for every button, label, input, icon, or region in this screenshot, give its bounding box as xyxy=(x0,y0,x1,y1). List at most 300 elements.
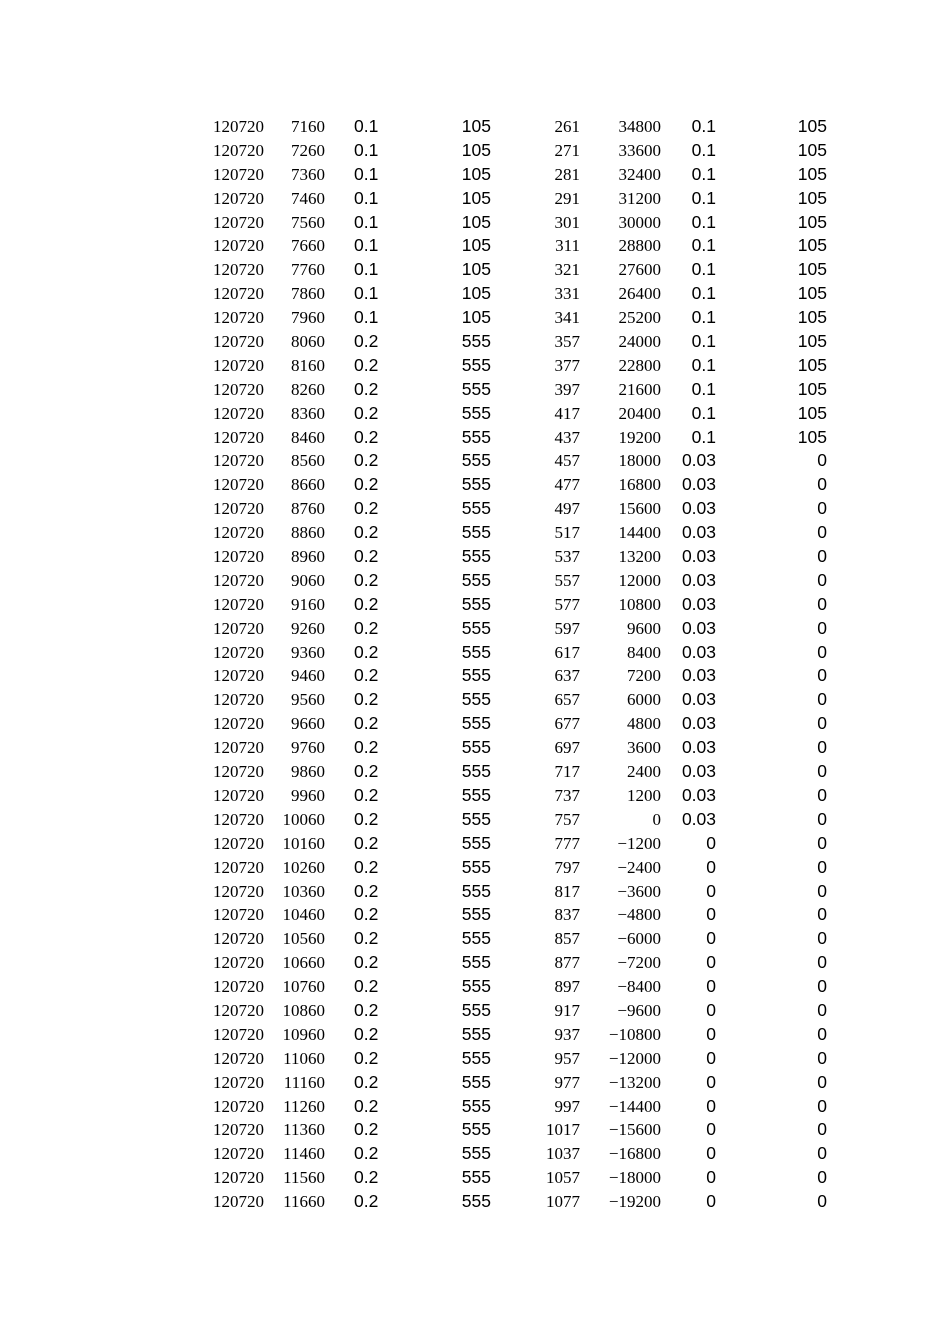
table-cell-col-factor-a: 0.2 xyxy=(354,1143,379,1164)
table-cell-col-factor-a: 0.2 xyxy=(354,522,379,543)
table-cell-col-factor-a: 0.1 xyxy=(354,211,379,232)
table-cell-col-index: 397 xyxy=(554,379,580,399)
table-row xyxy=(0,593,950,617)
table-cell-col-value-a: 105 xyxy=(461,259,491,280)
table-cell-col-factor-b: 0.1 xyxy=(691,307,716,328)
table-cell-col-position: 7960 xyxy=(291,308,325,328)
table-cell-col-index: 291 xyxy=(554,188,580,208)
table-cell-col-index: 837 xyxy=(554,905,580,925)
table-cell-col-value-a: 105 xyxy=(461,187,491,208)
table-cell-col-id: 120720 xyxy=(213,857,264,877)
table-cell-col-id: 120720 xyxy=(213,547,264,567)
table-cell-col-factor-b: 0.1 xyxy=(691,402,716,423)
table-cell-col-value-a: 555 xyxy=(461,689,491,710)
table-cell-col-factor-b: 0.1 xyxy=(691,331,716,352)
table-cell-col-offset: 9600 xyxy=(627,618,661,638)
table-cell-col-value-a: 555 xyxy=(461,402,491,423)
table-cell-col-index: 311 xyxy=(555,236,580,256)
table-cell-col-factor-b: 0.03 xyxy=(681,689,716,710)
table-cell-col-factor-b: 0.1 xyxy=(691,378,716,399)
table-cell-col-offset: 32400 xyxy=(618,164,661,184)
table-cell-col-id: 120720 xyxy=(213,785,264,805)
table-cell-col-factor-a: 0.2 xyxy=(354,904,379,925)
table-cell-col-value-b: 105 xyxy=(797,211,827,232)
table-cell-col-factor-a: 0.2 xyxy=(354,378,379,399)
table-cell-col-factor-a: 0.2 xyxy=(354,426,379,447)
table-cell-col-factor-b: 0.1 xyxy=(691,116,716,136)
table-cell-col-index: 331 xyxy=(554,284,580,304)
table-cell-col-value-b: 0 xyxy=(817,832,827,853)
table-cell-col-index: 997 xyxy=(554,1096,580,1116)
table-cell-col-offset: 7200 xyxy=(627,666,661,686)
table-cell-col-value-b: 0 xyxy=(817,617,827,638)
table-cell-col-value-a: 555 xyxy=(461,522,491,543)
table-cell-col-index: 897 xyxy=(554,977,580,997)
table-cell-col-index: 1077 xyxy=(546,1192,580,1212)
table-cell-col-index: 757 xyxy=(554,809,580,829)
table-cell-col-position: 10960 xyxy=(282,1024,325,1044)
table-cell-col-id: 120720 xyxy=(213,332,264,352)
table-cell-col-factor-a: 0.2 xyxy=(354,1119,379,1140)
table-cell-col-id: 120720 xyxy=(213,1144,264,1164)
table-cell-col-value-b: 0 xyxy=(817,474,827,495)
table-row xyxy=(0,664,950,688)
table-cell-col-position: 10760 xyxy=(282,977,325,997)
table-cell-col-factor-b: 0.03 xyxy=(681,617,716,638)
table-cell-col-id: 120720 xyxy=(213,881,264,901)
table-cell-col-id: 120720 xyxy=(213,929,264,949)
table-cell-col-offset: 28800 xyxy=(618,236,661,256)
table-cell-col-position: 9360 xyxy=(291,642,325,662)
table-cell-col-factor-b: 0.1 xyxy=(691,163,716,184)
table-row xyxy=(0,1166,950,1190)
table-cell-col-id: 120720 xyxy=(213,594,264,614)
table-cell-col-index: 261 xyxy=(554,117,580,136)
table-cell-col-id: 120720 xyxy=(213,953,264,973)
table-cell-col-factor-b: 0.03 xyxy=(681,808,716,829)
table-cell-col-factor-b: 0.03 xyxy=(681,498,716,519)
table-row xyxy=(0,306,950,330)
table-cell-col-id: 120720 xyxy=(213,499,264,519)
table-row xyxy=(0,808,950,832)
table-cell-col-value-a: 105 xyxy=(461,116,491,136)
table-cell-col-value-b: 0 xyxy=(817,593,827,614)
table-cell-col-factor-b: 0 xyxy=(706,832,716,853)
table-cell-col-index: 301 xyxy=(554,212,580,232)
table-cell-col-offset: 27600 xyxy=(618,260,661,280)
table-cell-col-factor-a: 0.2 xyxy=(354,354,379,375)
table-row xyxy=(0,163,950,187)
table-cell-col-factor-b: 0.03 xyxy=(681,737,716,758)
table-cell-col-offset: −10800 xyxy=(608,1024,661,1044)
table-cell-col-value-b: 105 xyxy=(797,116,827,136)
table-cell-col-offset: −8400 xyxy=(617,977,661,997)
table-cell-col-position: 8960 xyxy=(291,547,325,567)
table-row xyxy=(0,330,950,354)
table-cell-col-factor-b: 0.03 xyxy=(681,546,716,567)
table-cell-col-position: 10460 xyxy=(282,905,325,925)
table-cell-col-value-a: 555 xyxy=(461,952,491,973)
table-cell-col-factor-b: 0 xyxy=(706,928,716,949)
table-cell-col-index: 557 xyxy=(554,570,580,590)
table-row xyxy=(0,688,950,712)
table-cell-col-index: 817 xyxy=(554,881,580,901)
table-cell-col-factor-a: 0.2 xyxy=(354,952,379,973)
table-cell-col-factor-a: 0.1 xyxy=(354,307,379,328)
table-cell-col-offset: 34800 xyxy=(618,117,661,136)
table-cell-col-offset: 16800 xyxy=(618,475,661,495)
table-cell-col-id: 120720 xyxy=(213,1048,264,1068)
table-cell-col-position: 7360 xyxy=(291,164,325,184)
table-cell-col-id: 120720 xyxy=(213,236,264,256)
table-cell-col-factor-b: 0 xyxy=(706,1071,716,1092)
table-cell-col-factor-a: 0.1 xyxy=(354,235,379,256)
table-cell-col-offset: 2400 xyxy=(627,762,661,782)
table-cell-col-index: 357 xyxy=(554,332,580,352)
table-row xyxy=(0,282,950,306)
table-cell-col-value-a: 555 xyxy=(461,1095,491,1116)
table-cell-col-factor-a: 0.1 xyxy=(354,259,379,280)
table-cell-col-position: 10360 xyxy=(282,881,325,901)
table-cell-col-offset: 1200 xyxy=(627,785,661,805)
table-cell-col-value-a: 105 xyxy=(461,139,491,160)
table-cell-col-value-a: 555 xyxy=(461,880,491,901)
table-cell-col-offset: −1200 xyxy=(617,833,661,853)
table-cell-col-value-a: 555 xyxy=(461,1047,491,1068)
table-cell-col-factor-a: 0.1 xyxy=(354,116,379,136)
table-cell-col-index: 321 xyxy=(554,260,580,280)
table-cell-col-offset: 18000 xyxy=(618,451,661,471)
table-cell-col-position: 9560 xyxy=(291,690,325,710)
table-cell-col-index: 417 xyxy=(554,403,580,423)
table-cell-col-id: 120720 xyxy=(213,714,264,734)
table-row xyxy=(0,545,950,569)
table-cell-col-offset: −2400 xyxy=(617,857,661,877)
table-cell-col-id: 120720 xyxy=(213,1120,264,1140)
table-cell-col-index: 657 xyxy=(554,690,580,710)
table-row xyxy=(0,211,950,235)
table-cell-col-id: 120720 xyxy=(213,738,264,758)
table-cell-col-value-b: 105 xyxy=(797,187,827,208)
table-cell-col-value-b: 0 xyxy=(817,1047,827,1068)
table-cell-col-factor-a: 0.2 xyxy=(354,761,379,782)
table-cell-col-factor-b: 0.1 xyxy=(691,283,716,304)
table-cell-col-offset: 33600 xyxy=(618,140,661,160)
table-cell-col-id: 120720 xyxy=(213,188,264,208)
table-cell-col-position: 11360 xyxy=(283,1120,325,1140)
table-row xyxy=(0,712,950,736)
table-cell-col-position: 7560 xyxy=(291,212,325,232)
table-cell-col-value-a: 555 xyxy=(461,569,491,590)
table-cell-col-value-a: 555 xyxy=(461,713,491,734)
table-cell-col-offset: 0 xyxy=(652,809,661,829)
table-cell-col-offset: 8400 xyxy=(627,642,661,662)
table-cell-col-value-a: 555 xyxy=(461,665,491,686)
table-cell-col-id: 120720 xyxy=(213,1024,264,1044)
table-cell-col-factor-b: 0 xyxy=(706,880,716,901)
table-cell-col-id: 120720 xyxy=(213,140,264,160)
table-cell-col-factor-a: 0.2 xyxy=(354,665,379,686)
table-cell-col-offset: 21600 xyxy=(618,379,661,399)
table-cell-col-id: 120720 xyxy=(213,355,264,375)
table-cell-col-factor-a: 0.2 xyxy=(354,832,379,853)
table-cell-col-id: 120720 xyxy=(213,642,264,662)
table-cell-col-value-a: 555 xyxy=(461,641,491,662)
table-cell-col-index: 341 xyxy=(554,308,580,328)
table-cell-col-factor-b: 0.03 xyxy=(681,593,716,614)
table-cell-col-factor-a: 0.2 xyxy=(354,1167,379,1188)
table-cell-col-position: 7860 xyxy=(291,284,325,304)
table-cell-col-index: 917 xyxy=(554,1000,580,1020)
table-row xyxy=(0,927,950,951)
table-cell-col-value-b: 0 xyxy=(817,928,827,949)
table-cell-col-value-b: 0 xyxy=(817,1119,827,1140)
table-row xyxy=(0,497,950,521)
table-cell-col-offset: 30000 xyxy=(618,212,661,232)
table-cell-col-id: 120720 xyxy=(213,308,264,328)
table-cell-col-value-b: 0 xyxy=(817,641,827,662)
table-cell-col-value-a: 555 xyxy=(461,546,491,567)
table-cell-col-value-a: 555 xyxy=(461,761,491,782)
table-cell-col-id: 120720 xyxy=(213,475,264,495)
table-cell-col-value-a: 555 xyxy=(461,378,491,399)
table-row xyxy=(0,139,950,163)
table-cell-col-id: 120720 xyxy=(213,666,264,686)
table-cell-col-position: 8260 xyxy=(291,379,325,399)
table-cell-col-value-a: 555 xyxy=(461,617,491,638)
table-cell-col-position: 8360 xyxy=(291,403,325,423)
table-cell-col-position: 8060 xyxy=(291,332,325,352)
table-cell-col-value-b: 105 xyxy=(797,163,827,184)
table-cell-col-position: 10560 xyxy=(282,929,325,949)
table-cell-col-offset: −4800 xyxy=(617,905,661,925)
table-cell-col-id: 120720 xyxy=(213,833,264,853)
table-cell-col-factor-b: 0.1 xyxy=(691,426,716,447)
table-cell-col-value-a: 555 xyxy=(461,331,491,352)
table-cell-col-index: 977 xyxy=(554,1072,580,1092)
table-row xyxy=(0,617,950,641)
table-cell-col-index: 281 xyxy=(554,164,580,184)
table-cell-col-factor-a: 0.1 xyxy=(354,283,379,304)
table-cell-col-factor-a: 0.2 xyxy=(354,999,379,1020)
table-cell-col-factor-a: 0.2 xyxy=(354,641,379,662)
table-cell-col-factor-a: 0.2 xyxy=(354,402,379,423)
table-cell-col-factor-b: 0.03 xyxy=(681,641,716,662)
table-cell-col-value-a: 555 xyxy=(461,1167,491,1188)
table-cell-col-factor-a: 0.2 xyxy=(354,1071,379,1092)
table-cell-col-index: 697 xyxy=(554,738,580,758)
table-cell-col-factor-a: 0.2 xyxy=(354,1023,379,1044)
table-cell-col-position: 11260 xyxy=(283,1096,325,1116)
table-cell-col-factor-a: 0.2 xyxy=(354,808,379,829)
table-cell-col-factor-b: 0 xyxy=(706,1047,716,1068)
table-cell-col-value-b: 0 xyxy=(817,880,827,901)
table-cell-col-offset: 15600 xyxy=(618,499,661,519)
table-cell-col-id: 120720 xyxy=(213,1096,264,1116)
table-cell-col-id: 120720 xyxy=(213,570,264,590)
table-cell-col-index: 457 xyxy=(554,451,580,471)
table-cell-col-value-a: 555 xyxy=(461,1023,491,1044)
table-cell-col-value-a: 555 xyxy=(461,354,491,375)
table-cell-col-factor-b: 0.1 xyxy=(691,187,716,208)
table-cell-col-value-b: 105 xyxy=(797,378,827,399)
table-cell-col-id: 120720 xyxy=(213,117,264,136)
table-cell-col-offset: −6000 xyxy=(617,929,661,949)
table-cell-col-position: 7260 xyxy=(291,140,325,160)
table-cell-col-factor-b: 0.03 xyxy=(681,761,716,782)
table-cell-col-factor-a: 0.2 xyxy=(354,450,379,471)
table-cell-col-position: 11560 xyxy=(283,1168,325,1188)
table-cell-col-id: 120720 xyxy=(213,451,264,471)
table-cell-col-index: 1057 xyxy=(546,1168,580,1188)
table-cell-col-value-a: 555 xyxy=(461,928,491,949)
table-cell-col-value-a: 555 xyxy=(461,832,491,853)
table-cell-col-index: 497 xyxy=(554,499,580,519)
table-cell-col-id: 120720 xyxy=(213,690,264,710)
table-cell-col-index: 377 xyxy=(554,355,580,375)
table-cell-col-value-b: 0 xyxy=(817,808,827,829)
table-cell-col-factor-a: 0.2 xyxy=(354,1047,379,1068)
table-cell-col-id: 120720 xyxy=(213,284,264,304)
table-cell-col-offset: 6000 xyxy=(627,690,661,710)
table-cell-col-value-b: 0 xyxy=(817,1071,827,1092)
table-cell-col-factor-b: 0.1 xyxy=(691,211,716,232)
table-cell-col-index: 717 xyxy=(554,762,580,782)
table-cell-col-factor-a: 0.2 xyxy=(354,856,379,877)
table-cell-col-index: 597 xyxy=(554,618,580,638)
table-cell-col-position: 7160 xyxy=(291,117,325,136)
table-cell-col-position: 8460 xyxy=(291,427,325,447)
table-cell-col-position: 11460 xyxy=(283,1144,325,1164)
table-cell-col-value-b: 0 xyxy=(817,1143,827,1164)
table-cell-col-factor-b: 0 xyxy=(706,999,716,1020)
table-cell-col-value-a: 555 xyxy=(461,1143,491,1164)
table-cell-col-offset: −9600 xyxy=(617,1000,661,1020)
table-row xyxy=(0,1118,950,1142)
table-cell-col-id: 120720 xyxy=(213,164,264,184)
table-cell-col-factor-b: 0.03 xyxy=(681,713,716,734)
table-row xyxy=(0,354,950,378)
table-cell-col-offset: 13200 xyxy=(618,547,661,567)
table-cell-col-value-b: 105 xyxy=(797,139,827,160)
table-row xyxy=(0,402,950,426)
table-cell-col-offset: 4800 xyxy=(627,714,661,734)
table-cell-col-value-b: 0 xyxy=(817,498,827,519)
table-cell-col-index: 637 xyxy=(554,666,580,686)
table-cell-col-value-a: 555 xyxy=(461,808,491,829)
table-cell-col-value-b: 0 xyxy=(817,1023,827,1044)
table-cell-col-factor-b: 0.03 xyxy=(681,569,716,590)
table-cell-col-value-b: 0 xyxy=(817,856,827,877)
table-cell-col-position: 8860 xyxy=(291,523,325,543)
table-cell-col-factor-a: 0.2 xyxy=(354,569,379,590)
table-cell-col-value-a: 555 xyxy=(461,498,491,519)
table-cell-col-factor-a: 0.2 xyxy=(354,331,379,352)
table-cell-col-value-a: 105 xyxy=(461,163,491,184)
table-cell-col-offset: −18000 xyxy=(608,1168,661,1188)
table-row xyxy=(0,736,950,760)
table-cell-col-value-a: 555 xyxy=(461,999,491,1020)
table-cell-col-position: 9060 xyxy=(291,570,325,590)
table-cell-col-factor-b: 0 xyxy=(706,904,716,925)
table-cell-col-id: 120720 xyxy=(213,260,264,280)
table-cell-col-offset: −12000 xyxy=(608,1048,661,1068)
table-cell-col-position: 9260 xyxy=(291,618,325,638)
table-cell-col-position: 7760 xyxy=(291,260,325,280)
table-cell-col-offset: 3600 xyxy=(627,738,661,758)
table-cell-col-value-b: 0 xyxy=(817,784,827,805)
table-cell-col-position: 11060 xyxy=(283,1048,325,1068)
table-cell-col-value-a: 105 xyxy=(461,307,491,328)
table-cell-col-factor-a: 0.2 xyxy=(354,474,379,495)
table-cell-col-index: 777 xyxy=(554,833,580,853)
table-cell-col-value-b: 105 xyxy=(797,235,827,256)
table-cell-col-factor-a: 0.2 xyxy=(354,1191,379,1212)
table-row xyxy=(0,1142,950,1166)
table-row xyxy=(0,234,950,258)
table-cell-col-position: 9160 xyxy=(291,594,325,614)
table-cell-col-id: 120720 xyxy=(213,379,264,399)
table-cell-col-position: 10060 xyxy=(282,809,325,829)
table-cell-col-factor-a: 0.2 xyxy=(354,617,379,638)
table-cell-col-factor-a: 0.1 xyxy=(354,187,379,208)
table-cell-col-id: 120720 xyxy=(213,618,264,638)
table-cell-col-value-a: 105 xyxy=(461,211,491,232)
table-cell-col-value-b: 0 xyxy=(817,522,827,543)
table-cell-col-value-b: 0 xyxy=(817,1095,827,1116)
table-cell-col-position: 9460 xyxy=(291,666,325,686)
table-cell-col-factor-b: 0 xyxy=(706,1143,716,1164)
table-cell-col-position: 8660 xyxy=(291,475,325,495)
table-cell-col-factor-a: 0.1 xyxy=(354,163,379,184)
table-cell-col-value-b: 0 xyxy=(817,976,827,997)
table-cell-col-factor-a: 0.2 xyxy=(354,928,379,949)
table-cell-col-offset: 26400 xyxy=(618,284,661,304)
table-cell-col-position: 7460 xyxy=(291,188,325,208)
table-row xyxy=(0,1047,950,1071)
table-cell-col-id: 120720 xyxy=(213,523,264,543)
table-cell-col-position: 8760 xyxy=(291,499,325,519)
table-cell-col-offset: 14400 xyxy=(618,523,661,543)
table-cell-col-position: 10860 xyxy=(282,1000,325,1020)
table-cell-col-value-b: 0 xyxy=(817,713,827,734)
table-cell-col-value-a: 555 xyxy=(461,784,491,805)
table-cell-col-value-a: 555 xyxy=(461,1071,491,1092)
table-cell-col-index: 437 xyxy=(554,427,580,447)
table-cell-col-offset: −14400 xyxy=(608,1096,661,1116)
table-cell-col-id: 120720 xyxy=(213,403,264,423)
table-cell-col-factor-b: 0.03 xyxy=(681,784,716,805)
table-cell-col-value-a: 555 xyxy=(461,1119,491,1140)
table-cell-col-offset: −16800 xyxy=(608,1144,661,1164)
table-cell-col-index: 737 xyxy=(554,785,580,805)
table-cell-col-value-b: 0 xyxy=(817,1167,827,1188)
table-cell-col-factor-b: 0.1 xyxy=(691,139,716,160)
table-cell-col-position: 7660 xyxy=(291,236,325,256)
table-cell-col-value-a: 555 xyxy=(461,976,491,997)
table-cell-col-position: 10260 xyxy=(282,857,325,877)
table-cell-col-factor-a: 0.2 xyxy=(354,593,379,614)
table-row xyxy=(0,784,950,808)
table-cell-col-offset: 20400 xyxy=(618,403,661,423)
table-cell-col-offset: −13200 xyxy=(608,1072,661,1092)
table-cell-col-index: 937 xyxy=(554,1024,580,1044)
table-cell-col-id: 120720 xyxy=(213,1192,264,1212)
data-table xyxy=(0,115,950,1214)
table-cell-col-value-b: 0 xyxy=(817,665,827,686)
table-cell-col-offset: 24000 xyxy=(618,332,661,352)
table-cell-col-index: 957 xyxy=(554,1048,580,1068)
